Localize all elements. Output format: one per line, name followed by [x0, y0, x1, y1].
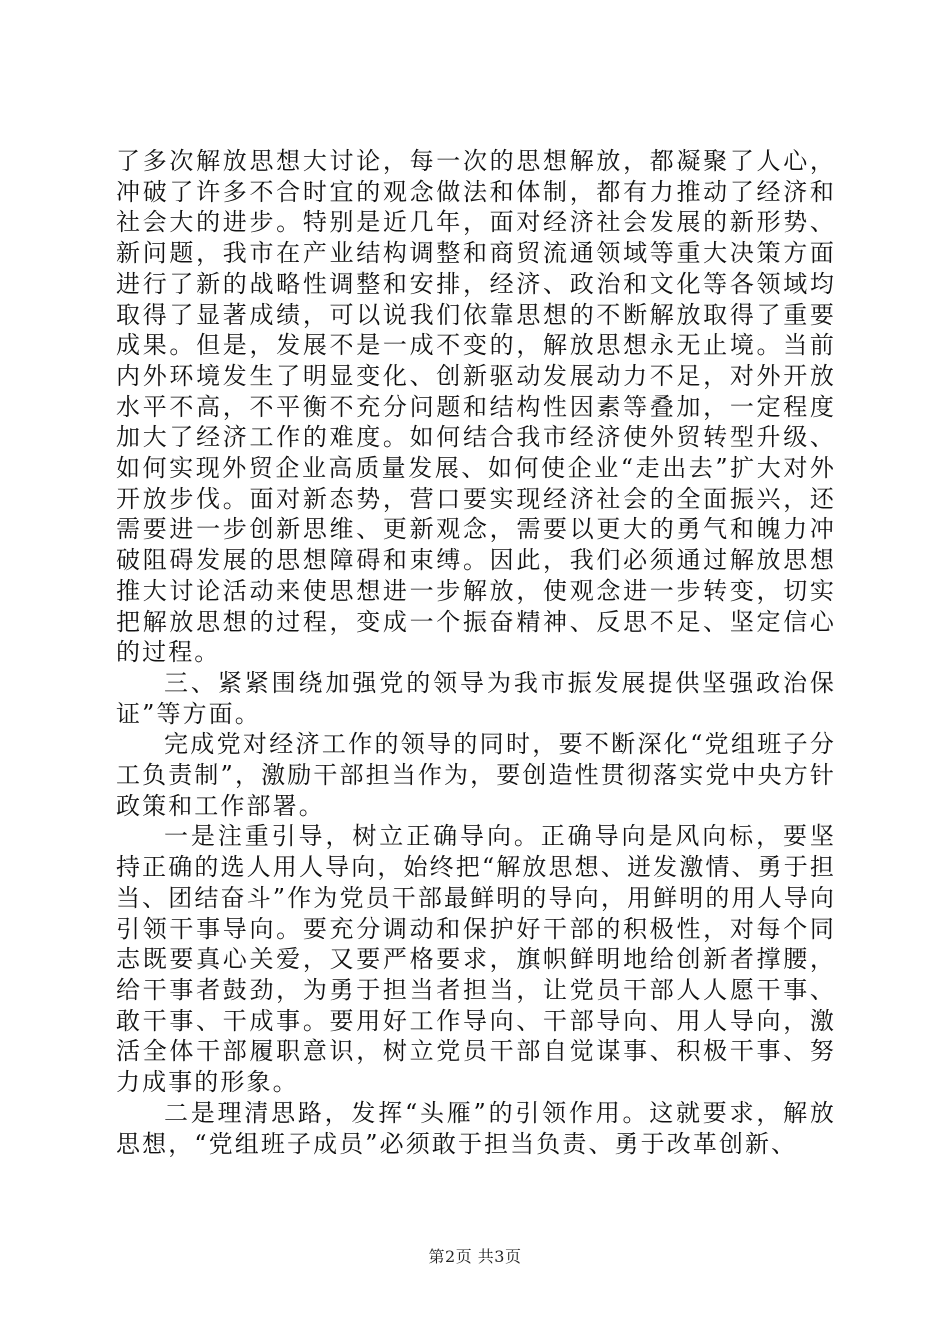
paragraph-5: 二是理清思路，发挥“头雁”的引领作用。这就要求，解放思想，“党组班子成员”必须敢于担当负责、勇于改革创新、	[116, 1098, 836, 1158]
paragraph-1: 了多次解放思想大讨论，每一次的思想解放，都凝聚了人心，冲破了许多不合时宜的观念做法和体制，都有力推动了经济和社会大的进步。特别是近几年，面对经济社会发展的新形势、新问题，我市在产业结构调整和商贸流通领域等重大决策方面进行了新的战略性调整和安排，经济、政治和文化等各领域均取得了显著成绩，可以说我们依靠思想的不断解放取得了重要成果。但是，发展不是一成不变的，解放思想永无止境。当前内外环境发生了明显变化、创新驱动发展动力不足，对外开放水平不高，不平衡不充分问题和结构性因素等叠加，一定程度加大了经济工作的难度。如何结合我市经济使外贸转型升级、如何实现外贸企业高质量发展、如何使企业“走出去”扩大对外开放步伐。面对新态势，营口要实现经济社会的全面振兴，还需要进一步创新思维、更新观念，需要以更大的勇气和魄力冲破阻碍发展的思想障碍和束缚。因此，我们必须通过解放思想推大讨论活动来使思想进一步解放，使观念进一步转变，切实把解放思想的过程，变成一个振奋精神、反思不足、坚定信心的过程。	[116, 147, 836, 667]
paragraph-3: 完成党对经济工作的领导的同时，要不断深化“党组班子分工负责制”，激励干部担当作为，要创造性贯彻落实党中央方针政策和工作部署。	[116, 730, 836, 820]
page-footer: 第2页 共3页	[428, 1247, 522, 1266]
paragraph-4: 一是注重引导，树立正确导向。正确导向是风向标，要坚持正确的选人用人导向，始终把“解放思想、迸发激情、勇于担当、团结奋斗”作为党员干部最鲜明的导向，用鲜明的用人导向引领干事导向。要充分调动和保护好干部的积极性，对每个同志既要真心关爱，又要严格要求，旗帜鲜明地给创新者撑腰，给干事者鼓劲，为勇于担当者担当，让党员干部人人愿干事、敢干事、干成事。要用好工作导向、干部导向、用人导向，激活全体干部履职意识，树立党员干部自觉谋事、积极干事、努力成事的形象。	[116, 822, 836, 1097]
paragraph-2: 三、紧紧围绕加强党的领导为我市振发展提供坚强政治保证”等方面。	[116, 668, 836, 728]
document-body	[116, 146, 836, 1159]
